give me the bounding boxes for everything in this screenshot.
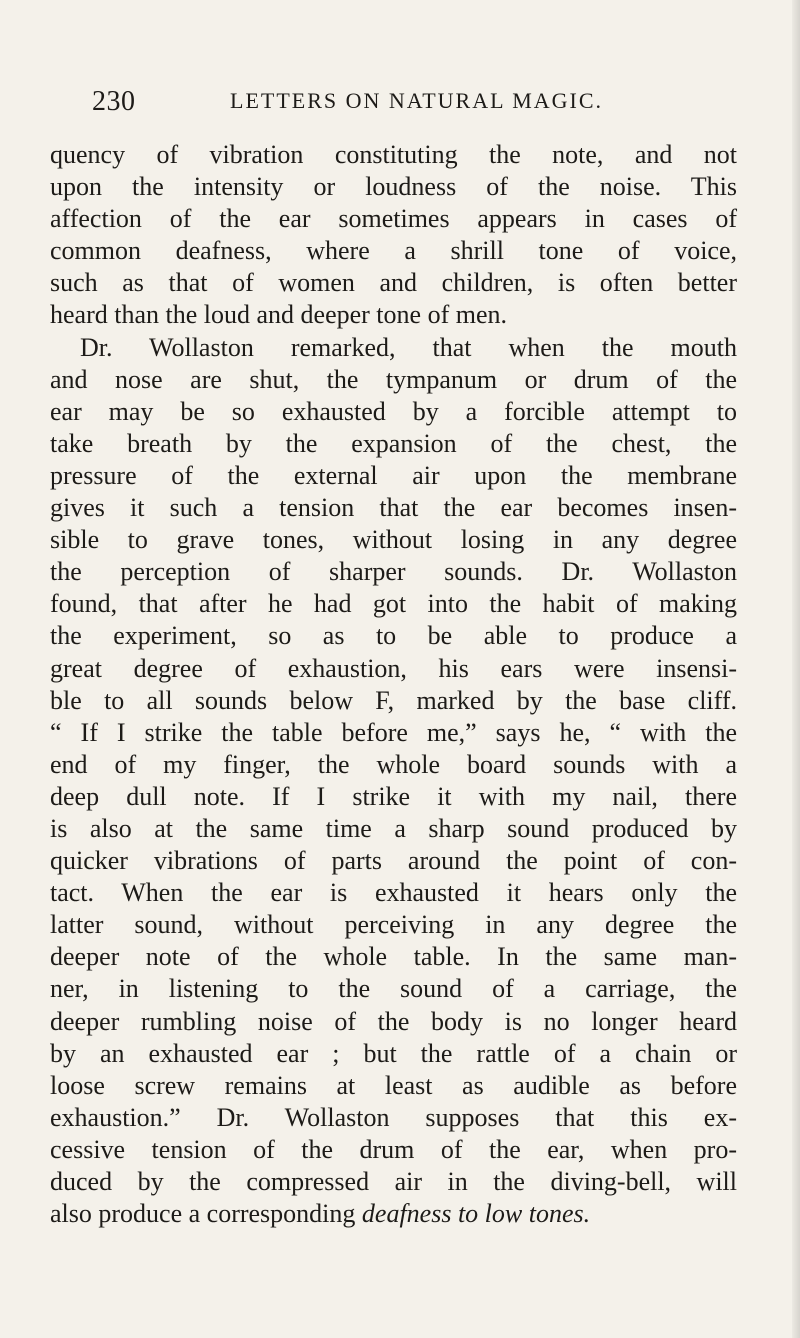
- text-line: and nose are shut, the tympanum or drum of the: [50, 364, 737, 394]
- final-line-italic-text: deafness to low tones.: [361, 1199, 591, 1229]
- text-line: quency of vibration constituting the note, and not: [50, 140, 737, 169]
- text-line: great degree of exhaustion, his ears were insensi-: [50, 653, 737, 683]
- final-line-text: also produce a corresponding: [50, 1199, 362, 1229]
- text-line: take breath by the expansion of the chest, the: [50, 428, 737, 458]
- text-line: upon the intensity or loudness of the noise. This: [50, 172, 737, 202]
- text-line: is also at the same time a sharp sound produced by: [50, 813, 737, 843]
- text-line: common deafness, where a shrill tone of voice,: [50, 236, 737, 266]
- body-text: [50, 139, 737, 1230]
- text-line: sible to grave tones, without losing in any degree: [50, 525, 737, 555]
- final-text-line: [50, 1198, 737, 1230]
- text-line: the experiment, so as to be able to produce a: [50, 621, 737, 651]
- text-line: exhaustion.” Dr. Wollaston supposes that this ex-: [50, 1102, 737, 1132]
- text-line: such as that of women and children, is often better: [50, 268, 737, 298]
- text-line: “ If I strike the table before me,” says he, “ with the: [50, 717, 737, 747]
- text-line: affection of the ear sometimes appears in cases of: [50, 204, 737, 234]
- text-line: ner, in listening to the sound of a carriage, the: [50, 974, 737, 1004]
- text-line: loose screw remains at least as audible as before: [50, 1070, 737, 1100]
- running-head: LETTERS ON NATURAL MAGIC.: [230, 88, 604, 113]
- text-line: deeper rumbling noise of the body is no longer heard: [50, 1006, 737, 1036]
- text-line: the perception of sharper sounds. Dr. Wollaston: [50, 557, 737, 587]
- text-line: ble to all sounds below F, marked by the base cliff.: [50, 685, 737, 715]
- text-line: heard than the loud and deeper tone of men.: [50, 300, 507, 330]
- text-line: deep dull note. If I strike it with my nail, there: [50, 781, 737, 811]
- text-line: ear may be so exhausted by a forcible attempt to: [50, 396, 737, 426]
- text-line: gives it such a tension that the ear becomes insen-: [50, 493, 737, 523]
- text-line: cessive tension of the drum of the ear, when pro-: [50, 1134, 737, 1164]
- text-line: quicker vibrations of parts around the point of con-: [50, 846, 737, 876]
- page-number: 230: [92, 86, 136, 117]
- text-line: pressure of the external air upon the membrane: [50, 460, 737, 490]
- text-line: latter sound, without perceiving in any degree the: [50, 910, 737, 940]
- page-edge-shadow: [792, 0, 800, 1338]
- text-line: found, that after he had got into the habit of making: [50, 589, 737, 619]
- page-header: [92, 86, 732, 118]
- text-line: deeper note of the whole table. In the same man-: [50, 942, 737, 972]
- text-line: by an exhausted ear ; but the rattle of a chain or: [50, 1038, 737, 1068]
- paragraph-start-line: Dr. Wollaston remarked, that when the mouth: [80, 332, 737, 362]
- text-line: duced by the compressed air in the diving-bell, will: [50, 1167, 737, 1196]
- text-line: tact. When the ear is exhausted it hears only the: [50, 878, 737, 908]
- text-line: end of my finger, the whole board sounds with a: [50, 749, 737, 779]
